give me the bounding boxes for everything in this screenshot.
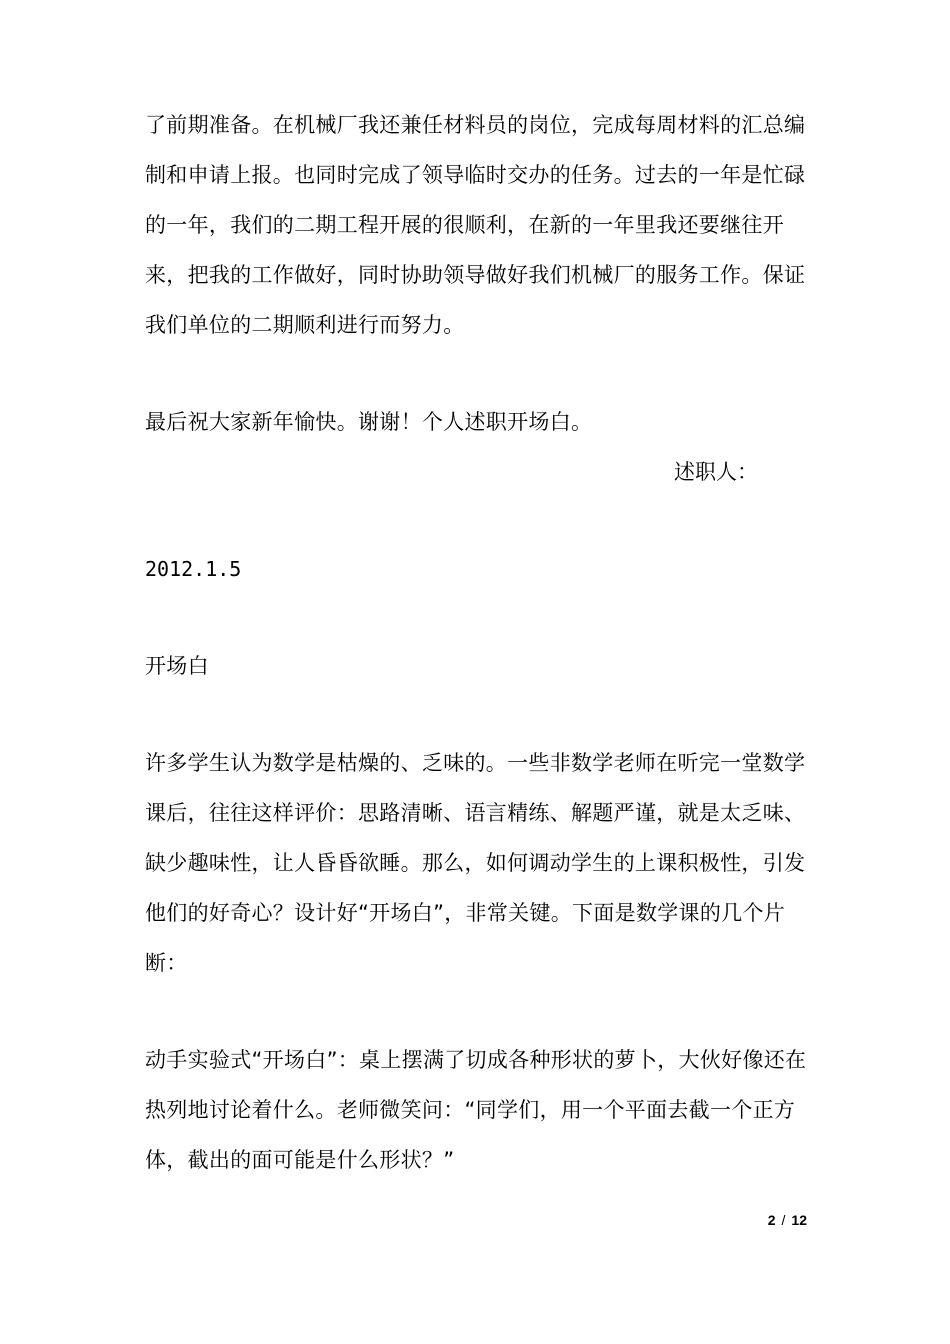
paragraph-gap	[145, 350, 810, 397]
page-number	[768, 1212, 807, 1228]
paragraph-gap	[145, 988, 810, 1035]
paragraph-experiment-opening: 动手实验式“开场白”：桌上摆满了切成各种形状的萝卜，大伙好像还在热列地讨论着什么。老师微笑问：“同学们，用一个平面去截一个正方体，截出的面可能是什么形状？”	[145, 1048, 807, 1172]
paragraph-gap	[145, 691, 810, 738]
total-pages-number: 12	[791, 1212, 807, 1228]
paragraph-gap	[145, 594, 810, 641]
page-separator: /	[781, 1212, 786, 1228]
paragraph-gap	[145, 497, 810, 544]
paragraph-math-intro: 许多学生认为数学是枯燥的、乏味的。一些非数学老师在听完一堂数学课后，往往这样评价：思路清晰、语言精练、解题严谨，就是太乏味、缺少趣味性，让人昏昏欲睡。那么，如何调动学生的上课积极性，引发他们的好奇心？设计好“开场白”，非常关键。下面是数学课的几个片断：	[145, 751, 806, 975]
signature-line: 述职人：	[674, 460, 758, 484]
paragraph-work-summary: 了前期准备。在机械厂我还兼任材料员的岗位，完成每周材料的汇总编制和申请上报。也同时完成了领导临时交办的任务。过去的一年是忙碌的一年，我们的二期工程开展的很顺利，在新的一年里我还要继往开来，把我的工作做好，同时协助领导做好我们机械厂的服务工作。保证我们单位的二期顺利进行而努力。	[145, 113, 806, 337]
current-page-number: 2	[767, 1212, 776, 1228]
paragraph-closing-wishes: 最后祝大家新年愉快。谢谢！个人述职开场白。	[145, 410, 593, 434]
document-body	[145, 100, 810, 1185]
section-heading: 开场白	[145, 654, 209, 678]
document-date: 2012.1.5	[145, 557, 242, 581]
